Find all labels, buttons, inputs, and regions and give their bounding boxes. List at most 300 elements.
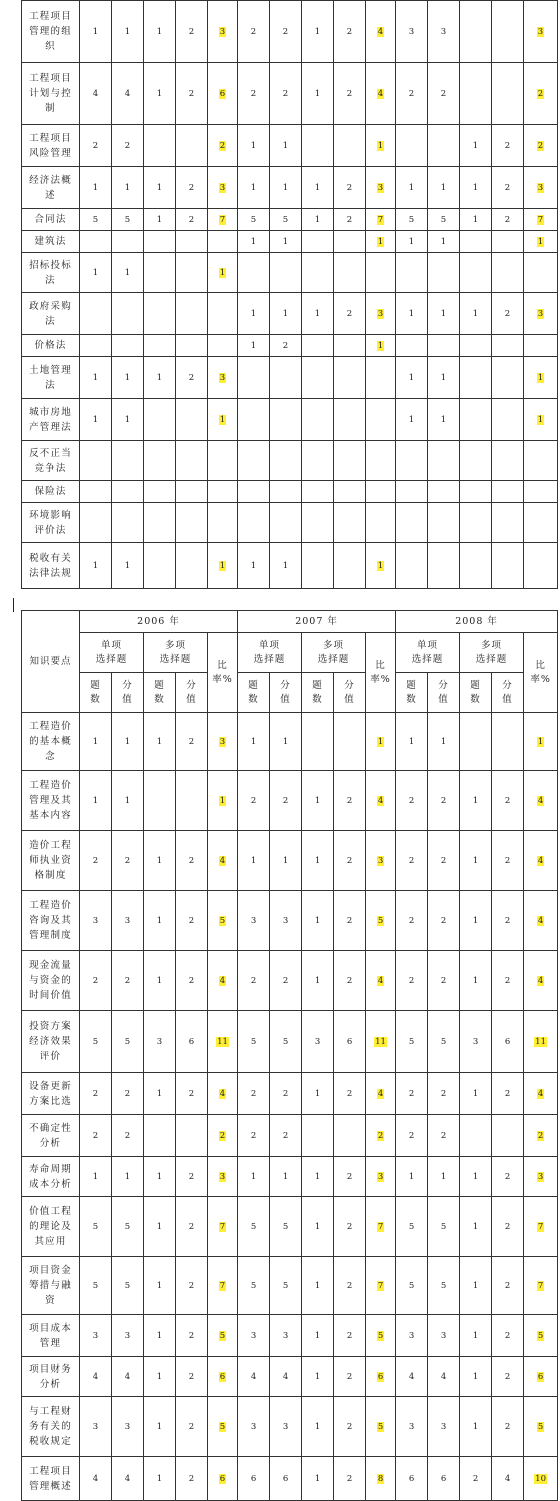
value-cell [112,503,144,543]
value-cell [238,253,270,293]
value-cell: 1 [144,713,176,771]
value-cell: 2 [428,63,460,125]
value-cell: 1 [302,771,334,831]
ratio-highlight: 1 [537,372,544,383]
value-cell: 1 [396,713,428,771]
ratio-highlight: 5 [219,1330,226,1341]
value-cell [112,231,144,253]
value-cell [80,503,112,543]
value-cell: 1 [270,293,302,335]
value-cell [144,503,176,543]
ratio-highlight: 3 [537,182,544,193]
ratio-cell [366,357,396,399]
ratio-cell [208,293,238,335]
value-cell: 3 [302,1011,334,1073]
count-header: 题 数 [396,673,428,713]
ratio-highlight: 11 [535,1036,546,1047]
value-cell [176,231,208,253]
ratio-highlight: 2 [219,1130,226,1141]
value-cell: 5 [238,1011,270,1073]
table-row [22,481,558,503]
value-cell: 1 [80,1157,112,1197]
value-cell: 1 [112,399,144,441]
value-cell: 3 [396,1,428,63]
ratio-cell [366,771,396,831]
table-row [22,1315,558,1357]
value-cell [176,125,208,167]
value-cell: 4 [112,1457,144,1501]
value-cell: 2 [176,1457,208,1501]
table-row [22,771,558,831]
value-cell [112,293,144,335]
year-2006-header: 2006 年 [80,611,238,633]
ratio-cell [208,441,238,481]
value-cell: 5 [270,1197,302,1257]
value-cell: 1 [144,1073,176,1115]
value-cell: 2 [270,1073,302,1115]
value-cell: 2 [492,1257,524,1315]
value-cell: 1 [270,831,302,891]
value-cell [302,357,334,399]
value-cell: 2 [238,771,270,831]
value-cell: 1 [396,1157,428,1197]
value-cell: 1 [428,231,460,253]
value-cell: 2 [492,1197,524,1257]
value-cell: 5 [428,209,460,231]
ratio-highlight: 11 [375,1036,386,1047]
ratio-highlight: 1 [537,736,544,747]
value-cell [428,503,460,543]
value-cell: 1 [238,231,270,253]
value-cell: 2 [334,831,366,891]
ratio-highlight: 3 [377,308,384,319]
value-cell: 4 [80,63,112,125]
value-cell [270,357,302,399]
value-cell [428,253,460,293]
ratio-cell [524,481,558,503]
value-cell: 1 [302,1157,334,1197]
value-cell: 1 [80,1,112,63]
ratio-cell [366,125,396,167]
ratio-highlight: 2 [219,140,226,151]
value-cell: 1 [302,951,334,1011]
value-cell: 5 [80,209,112,231]
value-cell: 2 [428,951,460,1011]
value-cell: 1 [428,167,460,209]
value-cell: 1 [238,335,270,357]
ratio-cell [208,951,238,1011]
value-cell: 2 [396,1115,428,1157]
ratio-cell [524,1,558,63]
value-cell: 1 [144,63,176,125]
ratio-cell [208,357,238,399]
table-row [22,125,558,167]
table-row [22,293,558,335]
value-cell [334,399,366,441]
ratio-cell [524,357,558,399]
exam-stats-table-top [21,0,558,589]
value-cell: 2 [334,167,366,209]
value-cell: 2 [396,891,428,951]
value-cell [396,481,428,503]
value-cell: 2 [176,1257,208,1315]
value-cell [428,335,460,357]
value-cell: 1 [144,1457,176,1501]
value-cell [334,481,366,503]
value-cell: 2 [80,831,112,891]
value-cell [80,335,112,357]
value-cell: 2 [112,831,144,891]
value-cell: 5 [80,1011,112,1073]
ratio-cell [366,831,396,891]
score-header: 分 值 [334,673,366,713]
value-cell [302,231,334,253]
value-cell [302,335,334,357]
ratio-cell [524,167,558,209]
ratio-cell [208,1197,238,1257]
ratio-cell [524,441,558,481]
value-cell [270,503,302,543]
value-cell: 2 [492,1157,524,1197]
ratio-highlight: 1 [377,736,384,747]
year-header-row [22,611,558,633]
value-cell: 1 [428,1157,460,1197]
value-cell [80,481,112,503]
value-cell: 4 [238,1357,270,1397]
ratio-cell [208,231,238,253]
value-cell: 2 [460,1457,492,1501]
ratio-highlight: 1 [219,795,226,806]
value-cell [176,399,208,441]
value-cell: 1 [112,357,144,399]
value-cell: 1 [302,1357,334,1397]
value-cell: 1 [80,713,112,771]
ratio-highlight: 5 [219,1421,226,1432]
value-cell [492,231,524,253]
value-cell: 2 [428,831,460,891]
value-cell: 2 [238,1115,270,1157]
ratio-highlight: 4 [377,975,384,986]
value-cell: 4 [80,1357,112,1397]
ratio-highlight: 6 [219,1371,226,1382]
row-label: 政府采购 法 [22,293,80,335]
value-cell [460,543,492,589]
value-cell: 1 [144,1315,176,1357]
value-cell: 1 [112,253,144,293]
ratio-cell [366,1,396,63]
value-cell [302,125,334,167]
value-cell: 1 [460,209,492,231]
value-cell: 1 [302,63,334,125]
value-cell: 5 [428,1257,460,1315]
value-cell: 1 [144,1357,176,1397]
ratio-highlight: 4 [219,975,226,986]
value-cell: 5 [396,1257,428,1315]
row-label: 环境影响 评价法 [22,503,80,543]
value-cell: 1 [238,543,270,589]
value-cell: 2 [80,125,112,167]
row-label: 工程造价 咨询及其 管理制度 [22,891,80,951]
value-cell: 2 [176,713,208,771]
ratio-cell [208,399,238,441]
value-cell: 1 [302,831,334,891]
value-cell [80,293,112,335]
value-cell: 2 [112,1073,144,1115]
row-label: 寿命周期 成本分析 [22,1157,80,1197]
value-cell: 1 [144,1157,176,1197]
table-row [22,399,558,441]
value-cell: 2 [492,1397,524,1457]
value-cell [396,503,428,543]
ratio-cell [366,503,396,543]
value-cell: 3 [112,1315,144,1357]
table-row [22,1397,558,1457]
row-label: 城市房地 产管理法 [22,399,80,441]
value-cell: 1 [270,543,302,589]
ratio-cell [208,253,238,293]
value-cell: 2 [80,951,112,1011]
table-row [22,1197,558,1257]
value-cell: 2 [176,831,208,891]
ratio-highlight: 4 [537,855,544,866]
value-cell [334,543,366,589]
table-row [22,1011,558,1073]
ratio-cell [366,1397,396,1457]
ratio-highlight: 7 [219,1221,226,1232]
ratio-highlight: 5 [377,915,384,926]
value-cell [492,335,524,357]
value-cell: 5 [428,1011,460,1073]
value-cell: 1 [112,713,144,771]
ratio-highlight: 7 [537,1221,544,1232]
ratio-highlight: 5 [377,1421,384,1432]
single-choice-header: 单项 选择题 [80,633,144,673]
value-cell [238,357,270,399]
value-cell [144,253,176,293]
row-label: 合同法 [22,209,80,231]
value-cell: 5 [112,1011,144,1073]
ratio-cell [524,1157,558,1197]
value-cell: 2 [238,1073,270,1115]
value-cell [302,253,334,293]
value-cell: 1 [460,1315,492,1357]
value-cell: 1 [302,209,334,231]
ratio-cell [208,1357,238,1397]
value-cell: 4 [396,1357,428,1397]
value-cell: 5 [112,1197,144,1257]
value-cell [334,357,366,399]
value-cell [334,125,366,167]
value-cell [144,441,176,481]
value-cell: 2 [334,1315,366,1357]
table-row [22,335,558,357]
row-label: 税收有关 法律法规 [22,543,80,589]
value-cell [302,543,334,589]
ratio-highlight: 5 [537,1421,544,1432]
ratio-cell [366,253,396,293]
value-cell: 3 [396,1397,428,1457]
count-header: 题 数 [460,673,492,713]
value-cell: 1 [302,1257,334,1315]
ratio-cell [208,713,238,771]
ratio-cell [366,1011,396,1073]
table-row [22,1157,558,1197]
value-cell: 2 [176,1397,208,1457]
value-cell: 6 [334,1011,366,1073]
value-cell: 1 [112,1,144,63]
value-cell [492,441,524,481]
value-cell [112,481,144,503]
value-cell: 2 [176,1315,208,1357]
value-cell: 2 [238,951,270,1011]
value-cell: 2 [396,951,428,1011]
value-cell [302,1115,334,1157]
ratio-cell [208,481,238,503]
ratio-highlight: 6 [377,1371,384,1382]
value-cell: 2 [270,63,302,125]
value-cell [270,399,302,441]
ratio-highlight: 3 [537,26,544,37]
value-cell: 2 [428,771,460,831]
ratio-cell [524,1197,558,1257]
value-cell: 1 [270,713,302,771]
row-label: 现金流量 与资金的 时间价值 [22,951,80,1011]
value-cell [302,441,334,481]
ratio-highlight: 4 [219,855,226,866]
value-cell [144,481,176,503]
value-cell [176,503,208,543]
value-cell: 2 [176,357,208,399]
ratio-highlight: 1 [219,267,226,278]
value-cell [460,1,492,63]
ratio-cell [208,1115,238,1157]
value-cell: 1 [302,1397,334,1457]
value-cell [334,503,366,543]
ratio-highlight: 1 [377,340,384,351]
ratio-highlight: 7 [377,1280,384,1291]
value-cell [334,231,366,253]
value-cell [396,335,428,357]
value-cell: 2 [334,1157,366,1197]
single-choice-header: 单项 选择题 [238,633,302,673]
ratio-cell [524,771,558,831]
value-cell: 2 [112,1115,144,1157]
ratio-cell [366,335,396,357]
score-header: 分 值 [270,673,302,713]
value-cell: 3 [238,1315,270,1357]
ratio-cell [524,1397,558,1457]
value-cell [144,293,176,335]
value-cell: 6 [176,1011,208,1073]
ratio-highlight: 4 [219,1088,226,1099]
value-cell [492,357,524,399]
ratio-cell [208,209,238,231]
value-cell: 2 [334,1457,366,1501]
value-cell: 4 [112,63,144,125]
ratio-highlight: 3 [377,182,384,193]
ratio-highlight: 7 [537,214,544,225]
table-row [22,1257,558,1315]
value-cell: 2 [176,1,208,63]
ratio-highlight: 1 [219,560,226,571]
value-cell [460,253,492,293]
value-cell [334,253,366,293]
value-cell [144,1115,176,1157]
table-row [22,167,558,209]
value-cell [238,441,270,481]
value-cell [428,441,460,481]
ratio-cell [208,63,238,125]
table-row [22,209,558,231]
ratio-highlight: 7 [219,1280,226,1291]
value-cell: 2 [334,1,366,63]
value-cell: 2 [492,1357,524,1397]
value-cell: 1 [302,891,334,951]
value-cell: 3 [428,1315,460,1357]
value-cell: 1 [80,167,112,209]
value-cell: 3 [238,891,270,951]
ratio-cell [366,209,396,231]
value-cell: 6 [396,1457,428,1501]
value-cell [492,713,524,771]
ratio-highlight: 10 [535,1473,546,1484]
value-cell [460,481,492,503]
value-cell [302,503,334,543]
ratio-cell [366,1357,396,1397]
value-cell: 2 [238,63,270,125]
value-cell: 3 [238,1397,270,1457]
value-cell: 2 [112,125,144,167]
ratio-cell [524,293,558,335]
value-cell: 2 [176,891,208,951]
value-cell: 4 [492,1457,524,1501]
value-cell [492,543,524,589]
ratio-cell [208,1,238,63]
value-cell [80,231,112,253]
value-cell [112,335,144,357]
row-label: 工程项目 风险管理 [22,125,80,167]
value-cell [460,441,492,481]
value-cell: 1 [112,771,144,831]
value-cell: 5 [396,1011,428,1073]
value-cell: 5 [112,1257,144,1315]
ratio-cell [524,1011,558,1073]
ratio-cell [208,1073,238,1115]
ratio-cell [524,253,558,293]
value-cell [492,1,524,63]
ratio-cell [524,1357,558,1397]
ratio-highlight: 4 [537,1088,544,1099]
ratio-highlight: 3 [219,736,226,747]
ratio-cell [208,1315,238,1357]
ratio-cell [524,503,558,543]
value-cell [176,441,208,481]
ratio-cell [366,1315,396,1357]
ratio-cell [208,543,238,589]
ratio-highlight: 4 [377,26,384,37]
value-cell [144,125,176,167]
ratio-highlight: 3 [219,26,226,37]
value-cell [302,399,334,441]
row-label: 设备更新 方案比选 [22,1073,80,1115]
ratio-cell [366,1457,396,1501]
value-cell: 1 [460,831,492,891]
value-cell: 6 [428,1457,460,1501]
value-cell [460,357,492,399]
value-cell [238,399,270,441]
value-cell: 3 [144,1011,176,1073]
value-cell: 5 [396,1197,428,1257]
